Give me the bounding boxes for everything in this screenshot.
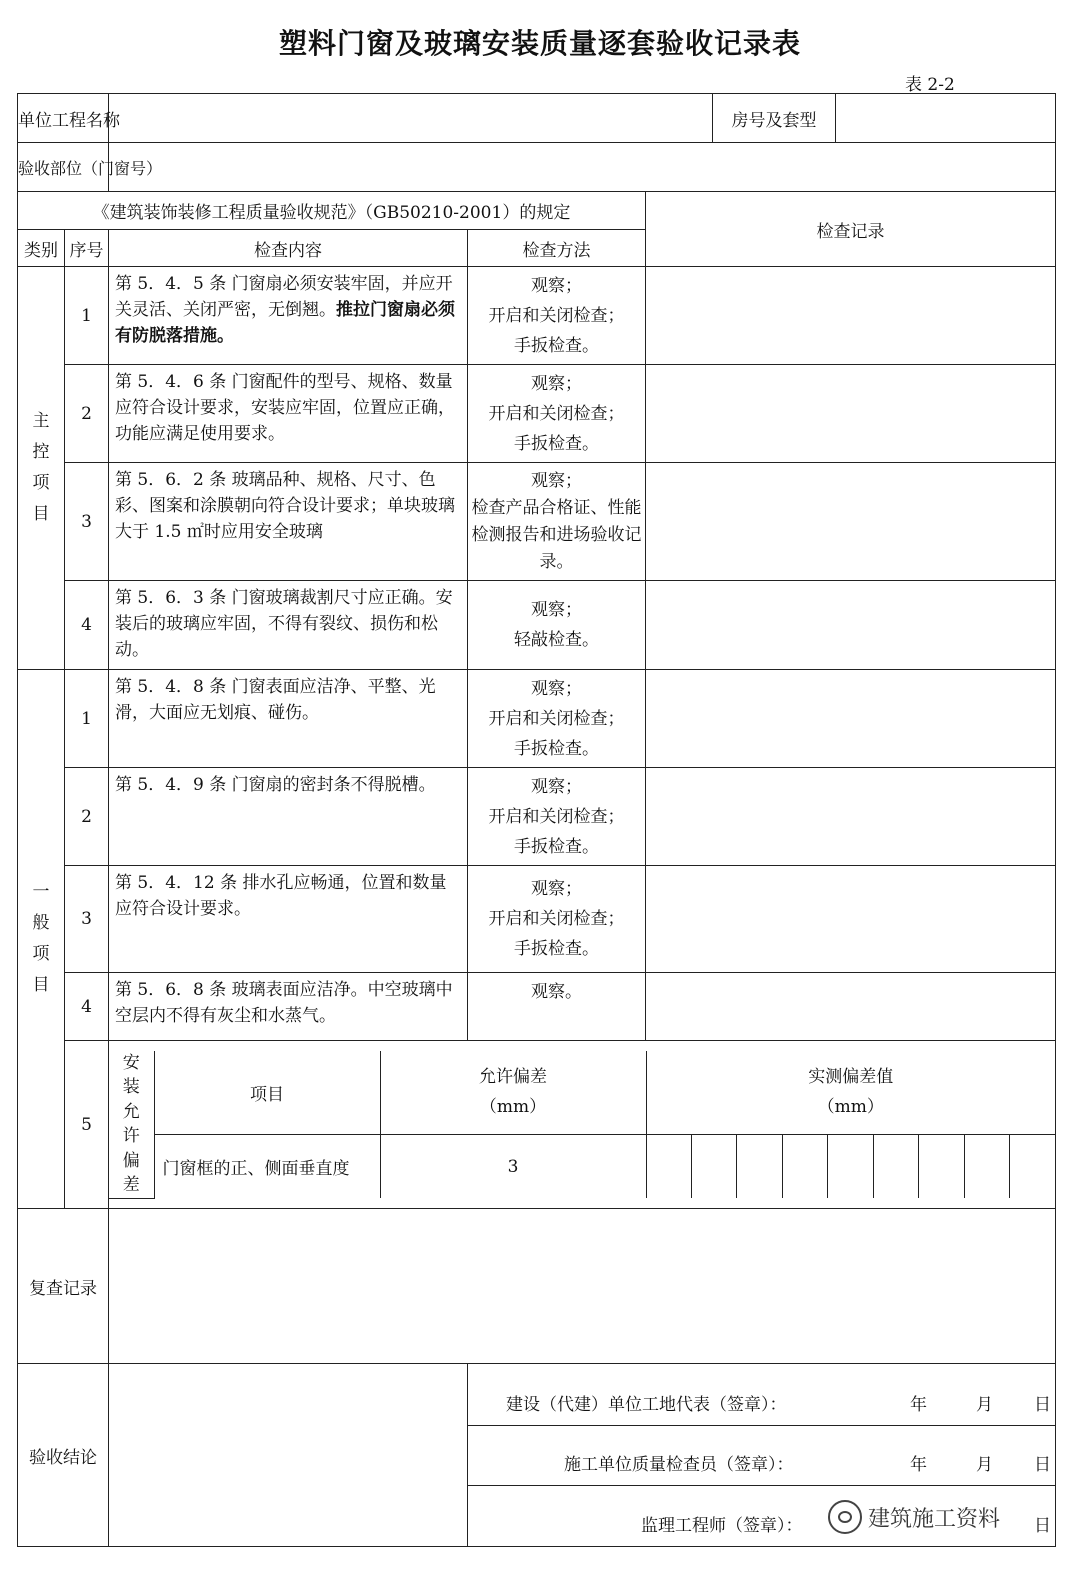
deviation-table bbox=[109, 1051, 1055, 1199]
deviation-row-item: 门窗框的正、侧面垂直度 bbox=[154, 1135, 380, 1199]
measured-cell[interactable] bbox=[828, 1135, 873, 1199]
signature-day: 日 bbox=[1034, 1394, 1052, 1415]
measured-cell[interactable] bbox=[873, 1135, 918, 1199]
col-category: 类别 bbox=[18, 230, 65, 267]
col-content: 检查内容 bbox=[109, 230, 468, 267]
general-item-method: 观察。 bbox=[468, 973, 646, 1041]
measured-cell[interactable] bbox=[1010, 1135, 1056, 1199]
general-item-content: 第 5．4．9 条 门窗扇的密封条不得脱槽。 bbox=[109, 768, 468, 866]
general-item-seq: 5 bbox=[65, 1041, 109, 1209]
main-item-seq: 4 bbox=[65, 581, 109, 670]
measured-cell[interactable] bbox=[737, 1135, 782, 1199]
general-item-record[interactable] bbox=[646, 973, 1056, 1041]
signature-month: 月 bbox=[976, 1394, 994, 1415]
signature-label: 建设（代建）单位工地代表（签章）： bbox=[506, 1394, 787, 1415]
general-item-method: 观察； 开启和关闭检查； 手扳检查。 bbox=[468, 866, 646, 973]
general-item-record[interactable] bbox=[646, 768, 1056, 866]
main-item-method: 观察； 轻敲检查。 bbox=[468, 581, 646, 670]
main-item-record[interactable] bbox=[646, 267, 1056, 365]
main-item-content: 第 5．6．2 条 玻璃品种、规格、尺寸、色彩、图案和涂膜朝向符合设计要求；单块玻璃大于 1.5 ㎡时应用安全玻璃 bbox=[109, 463, 468, 581]
general-item-seq: 3 bbox=[65, 866, 109, 973]
measured-cell[interactable] bbox=[964, 1135, 1009, 1199]
general-item-content: 第 5．6．8 条 玻璃表面应洁净。中空玻璃中空层内不得有灰尘和水蒸气。 bbox=[109, 973, 468, 1041]
review-label: 复查记录 bbox=[18, 1209, 109, 1364]
main-item-record[interactable] bbox=[646, 463, 1056, 581]
signature-day: 日 bbox=[1034, 1515, 1052, 1536]
signature-year: 年 bbox=[910, 1454, 928, 1475]
general-label: 一 般 项 目 bbox=[18, 670, 65, 1209]
room-type-field[interactable] bbox=[836, 94, 1056, 143]
deviation-row-allow: 3 bbox=[380, 1135, 646, 1199]
measured-cell[interactable] bbox=[691, 1135, 736, 1199]
signature-label: 监理工程师（签章）： bbox=[641, 1515, 803, 1536]
position-field[interactable] bbox=[109, 143, 1056, 192]
conclusion-field[interactable] bbox=[109, 1364, 468, 1547]
review-field[interactable] bbox=[109, 1209, 1056, 1364]
watermark bbox=[828, 1500, 1000, 1534]
general-item-method: 观察； 开启和关闭检查； 手扳检查。 bbox=[468, 768, 646, 866]
main-item-seq: 2 bbox=[65, 365, 109, 463]
general-item-seq: 1 bbox=[65, 670, 109, 768]
measured-cell[interactable] bbox=[919, 1135, 964, 1199]
deviation-col-item: 项目 bbox=[154, 1051, 380, 1135]
signature-label: 施工单位质量检查员（签章）： bbox=[564, 1454, 794, 1475]
deviation-label: 安 装 允 许 偏 差 bbox=[109, 1051, 154, 1199]
main-item-seq: 3 bbox=[65, 463, 109, 581]
general-item-seq: 4 bbox=[65, 973, 109, 1041]
general-item-method: 观察； 开启和关闭检查； 手扳检查。 bbox=[468, 670, 646, 768]
position-label: 验收部位（门窗号） bbox=[18, 143, 109, 192]
spec-rule-text: 《建筑装饰装修工程质量验收规范》（GB50210-2001）的规定 bbox=[18, 192, 646, 230]
unit-name-label: 单位工程名称 bbox=[18, 94, 109, 143]
unit-name-field[interactable] bbox=[109, 94, 713, 143]
main-item-method: 观察； 开启和关闭检查； 手扳检查。 bbox=[468, 365, 646, 463]
main-item-method: 观察； 检查产品合格证、性能检测报告和进场验收记录。 bbox=[468, 463, 646, 581]
measured-cell[interactable] bbox=[646, 1135, 691, 1199]
deviation-col-allow: 允许偏差 （mm） bbox=[380, 1051, 646, 1135]
wechat-icon bbox=[828, 1500, 862, 1534]
main-item-content: 第 5．4．6 条 门窗配件的型号、规格、数量应符合设计要求，安装应牢固，位置应正确，功能应满足使用要求。 bbox=[109, 365, 468, 463]
signature-day: 日 bbox=[1034, 1454, 1052, 1475]
check-record-header: 检查记录 bbox=[646, 192, 1056, 267]
main-item-record[interactable] bbox=[646, 365, 1056, 463]
general-item-content: 第 5．4．12 条 排水孔应畅通，位置和数量应符合设计要求。 bbox=[109, 866, 468, 973]
main-item-record[interactable] bbox=[646, 581, 1056, 670]
form-number: 表 2-2 bbox=[905, 75, 955, 95]
conclusion-label: 验收结论 bbox=[18, 1364, 109, 1547]
col-method: 检查方法 bbox=[468, 230, 646, 267]
col-seq: 序号 bbox=[65, 230, 109, 267]
form-title: 塑料门窗及玻璃安装质量逐套验收记录表 bbox=[278, 27, 801, 60]
deviation-col-measured: 实测偏差值 （mm） bbox=[646, 1051, 1055, 1135]
inspection-form-table bbox=[17, 93, 1056, 1547]
deviation-block bbox=[109, 1041, 1056, 1209]
main-item-seq: 1 bbox=[65, 267, 109, 365]
signature-year: 年 bbox=[910, 1394, 928, 1415]
main-item-content: 第 5．4．5 条 门窗扇必须安装牢固，并应开关灵活、关闭严密，无倒翘。推拉门窗扇必须有防脱落措施。 bbox=[109, 267, 468, 365]
measured-cell[interactable] bbox=[782, 1135, 827, 1199]
general-item-record[interactable] bbox=[646, 866, 1056, 973]
main-control-label: 主 控 项 目 bbox=[18, 267, 65, 670]
general-item-seq: 2 bbox=[65, 768, 109, 866]
main-item-method: 观察； 开启和关闭检查； 手扳检查。 bbox=[468, 267, 646, 365]
watermark-text: 建筑施工资料 bbox=[868, 1506, 1001, 1532]
signature-month: 月 bbox=[976, 1454, 994, 1475]
room-type-label: 房号及套型 bbox=[713, 94, 836, 143]
main-item-content: 第 5．6．3 条 门窗玻璃裁割尺寸应正确。安装后的玻璃应牢固，不得有裂纹、损伤和松动。 bbox=[109, 581, 468, 670]
general-item-content: 第 5．4．8 条 门窗表面应洁净、平整、光滑，大面应无划痕、碰伤。 bbox=[109, 670, 468, 768]
general-item-record[interactable] bbox=[646, 670, 1056, 768]
